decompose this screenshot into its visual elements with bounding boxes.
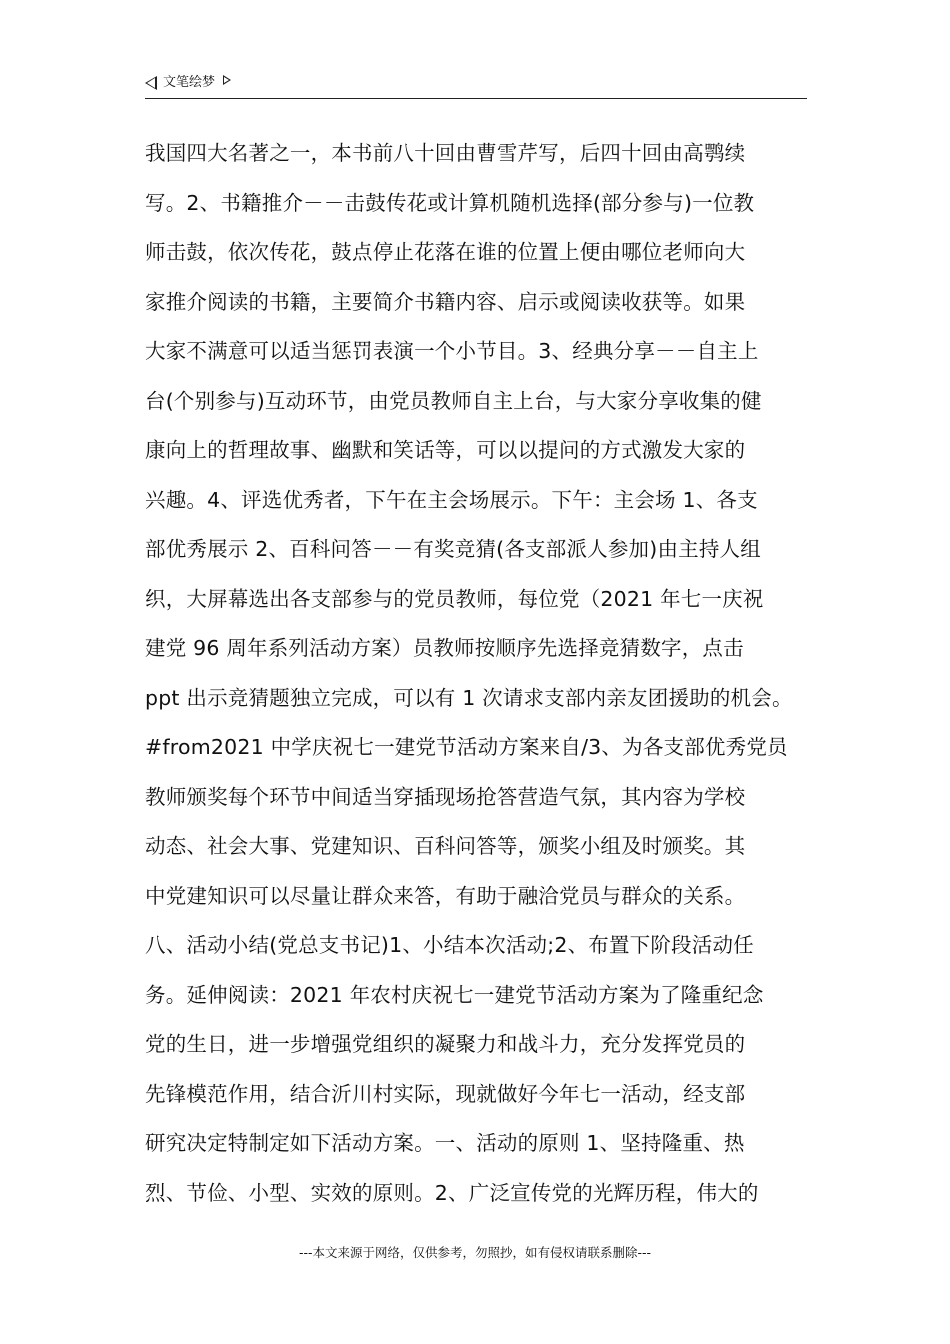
body-line: 务。延伸阅读：2021 年农村庆祝七一建党节活动方案为了隆重纪念 — [145, 982, 764, 1007]
body-line: 先锋模范作用，结合沂川村实际，现就做好今年七一活动，经支部 — [145, 1081, 746, 1106]
body-line: 大家不满意可以适当惩罚表演一个小节目。3、经典分享－－自主上 — [145, 339, 759, 363]
body-line: 部优秀展示 2、百科问答－－有奖竞猜(各支部派人参加)由主持人组 — [145, 537, 761, 561]
body-line: 研究决定特制定如下活动方案。一、活动的原则 1、坚持隆重、热 — [145, 1131, 745, 1155]
body-line: 烈、节俭、小型、实效的原则。2、广泛宣传党的光辉历程，伟大的 — [145, 1180, 759, 1205]
page-header — [145, 72, 807, 99]
body-line: 织，大屏幕选出各支部参与的党员教师，每位党（2021 年七一庆祝 — [145, 586, 764, 611]
body-line: 中党建知识可以尽量让群众来答，有助于融洽党员与群众的关系。 — [145, 883, 746, 908]
body-line: 家推介阅读的书籍，主要简介书籍内容、启示或阅读收获等。如果 — [145, 289, 746, 314]
body-line: #from2021 中学庆祝七一建党节活动方案来自/3、为各支部优秀党员 — [145, 735, 788, 759]
body-line: 师击鼓，依次传花，鼓点停止花落在谁的位置上便由哪位老师向大 — [145, 240, 746, 264]
body-line: 台(个别参与)互动环节，由党员教师自主上台，与大家分享收集的健 — [145, 388, 762, 413]
header-title: 文笔绘梦 — [163, 75, 216, 90]
body-line: ppt 出示竞猜题独立完成，可以有 1 次请求支部内亲友团援助的机会。 — [145, 685, 793, 710]
body-line: 写。2、书籍推介－－击鼓传花或计算机随机选择(部分参与)一位教 — [145, 190, 755, 215]
body-line: 教师颁奖每个环节中间适当穿插现场抢答营造气氛，其内容为学校 — [145, 784, 746, 809]
body-line: 建党 96 周年系列活动方案）员教师按顺序先选择竞猜数字，点击 — [145, 636, 744, 660]
triangle-right-icon — [223, 75, 231, 85]
document-body — [145, 129, 825, 1218]
body-line: 康向上的哲理故事、幽默和笑话等，可以以提问的方式激发大家的 — [145, 438, 746, 462]
body-line: 八、活动小结(党总支书记)1、小结本次活动;2、布置下阶段活动任 — [145, 933, 754, 957]
triangle-left-icon — [145, 76, 157, 90]
body-line: 党的生日，进一步增强党组织的凝聚力和战斗力，充分发挥党员的 — [145, 1032, 746, 1056]
header-brand — [145, 74, 231, 92]
body-line: 我国四大名著之一，本书前八十回由曹雪芹写，后四十回由高鹗续 — [145, 141, 746, 165]
body-line: 动态、社会大事、党建知识、百科问答等，颁奖小组及时颁奖。其 — [145, 834, 746, 858]
body-line: 兴趣。4、评选优秀者，下午在主会场展示。下午：主会场 1、各支 — [145, 487, 758, 512]
page-footer: ---本文来源于网络，仅供参考，勿照抄，如有侵权请联系删除--- — [298, 1245, 652, 1260]
